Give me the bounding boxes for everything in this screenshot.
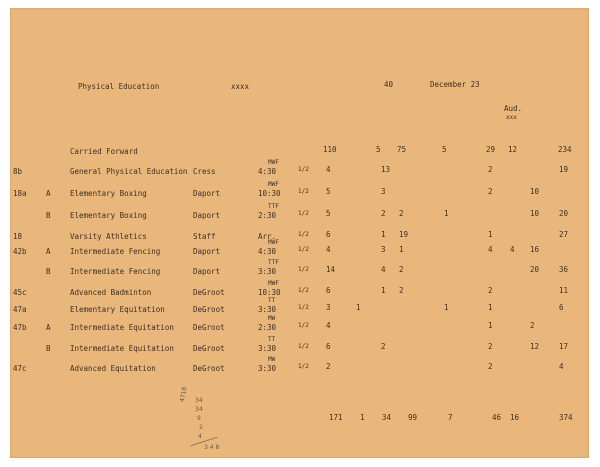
course-title: General Physical Education — [70, 167, 188, 176]
enrollment-value: 4 — [559, 362, 564, 371]
section: A — [46, 189, 51, 198]
cf-value: 5 — [376, 145, 381, 154]
meeting-days: TTF — [268, 259, 279, 266]
enrollment-value: 2 — [381, 342, 386, 351]
meeting-time: 10:30 — [258, 189, 281, 198]
total-value: 46 — [492, 413, 502, 422]
meeting-days: MWF — [268, 239, 279, 246]
enrollment-value: 6 — [559, 303, 564, 312]
credit-fraction: 1/2 — [298, 363, 309, 370]
aud-sub: xxx — [506, 114, 517, 121]
total-value: 171 — [329, 413, 343, 422]
report-date: December 23 — [430, 80, 480, 89]
enrollment-value: 6 — [326, 342, 331, 351]
meeting-time: 4:30 — [258, 247, 277, 256]
enrollment-value: 36 — [559, 265, 569, 274]
credit-fraction: 1/2 — [298, 166, 309, 173]
enrollment-value: 6 — [326, 230, 331, 239]
cf-value: 234 — [558, 145, 572, 154]
total-value: 1 — [360, 413, 365, 422]
meeting-time: 4:30 — [258, 167, 277, 176]
enrollment-value: 1 — [444, 209, 449, 218]
enrollment-value: 10 — [530, 187, 540, 196]
meeting-time: 3:30 — [258, 305, 277, 314]
pencil-note: 4 — [198, 433, 202, 440]
meeting-days: MW — [268, 315, 276, 322]
meeting-days: TTF — [268, 203, 279, 210]
enrollment-value: 1 — [381, 286, 386, 295]
credit-fraction: 1/2 — [298, 343, 309, 350]
instructor: Daport — [193, 189, 221, 198]
enrollment-value: 4 — [326, 245, 331, 254]
enrollment-value: 1 — [488, 321, 493, 330]
enrollment-value: 6 — [326, 286, 331, 295]
enrollment-value: 3 — [381, 187, 386, 196]
course-number: 42b — [13, 247, 27, 256]
enrollment-value: 3 — [326, 303, 331, 312]
course-number: 45c — [13, 288, 27, 297]
enrollment-value: 11 — [559, 286, 569, 295]
enrollment-value: 27 — [559, 230, 569, 239]
meeting-days: MWF — [268, 159, 279, 166]
cf-value: 29 — [486, 145, 496, 154]
section: B — [46, 267, 51, 276]
instructor: DeGroot — [193, 364, 225, 373]
credit-fraction: 1/2 — [298, 246, 309, 253]
credit-fraction: 1/2 — [298, 188, 309, 195]
meeting-time: 2:30 — [258, 211, 277, 220]
instructor: Staff — [193, 232, 216, 241]
enrollment-value: 10 — [530, 209, 540, 218]
enrollment-value: 2 — [326, 362, 331, 371]
course-title: Elementary Equitation — [70, 305, 165, 314]
meeting-days: TT — [268, 297, 276, 304]
credit-fraction: 1/2 — [298, 210, 309, 217]
instructor: Cress — [193, 167, 216, 176]
department-title: Physical Education — [78, 82, 160, 91]
document-page — [10, 8, 589, 458]
total-value: 99 — [408, 413, 418, 422]
total-value: 374 — [559, 413, 573, 422]
meeting-time: 3:30 — [258, 267, 277, 276]
credit-fraction: 1/2 — [298, 322, 309, 329]
enrollment-value: 2 — [488, 362, 493, 371]
meeting-days: MWF — [268, 181, 279, 188]
enrollment-value: 14 — [326, 265, 336, 274]
enrollment-value: 2 — [530, 321, 535, 330]
enrollment-value: 3 — [381, 245, 386, 254]
enrollment-value: 4 — [488, 245, 493, 254]
aud-label: Aud. — [504, 104, 523, 113]
cf-value: 5 — [442, 145, 447, 154]
credit-fraction: 1/2 — [298, 231, 309, 238]
meeting-time: 2:30 — [258, 323, 277, 332]
enrollment-value: 12 — [530, 342, 540, 351]
instructor: Daport — [193, 267, 221, 276]
meeting-time: 3:30 — [258, 364, 277, 373]
enrollment-value: 1 — [381, 230, 386, 239]
section: A — [46, 323, 51, 332]
enrollment-value: 2 — [488, 286, 493, 295]
enrollment-value: 1 — [488, 303, 493, 312]
cf-value: 75 — [397, 145, 407, 154]
credit-fraction: 1/2 — [298, 304, 309, 311]
enrollment-value: 5 — [326, 209, 331, 218]
instructor: DeGroot — [193, 344, 225, 353]
course-title: Intermediate Equitation — [70, 323, 174, 332]
pencil-note: 3 4 8 — [204, 444, 220, 451]
credit-fraction: 1/2 — [298, 287, 309, 294]
course-number: 18a — [13, 189, 27, 198]
enrollment-value: 2 — [488, 165, 493, 174]
enrollment-value: 1 — [488, 230, 493, 239]
cf-value: 12 — [508, 145, 518, 154]
enrollment-value: 2 — [399, 209, 404, 218]
course-title: Intermediate Equitation — [70, 344, 174, 353]
enrollment-value: 2 — [399, 286, 404, 295]
section: B — [46, 344, 51, 353]
enrollment-value: 2 — [488, 187, 493, 196]
enrollment-value: 5 — [326, 187, 331, 196]
course-number: 47b — [13, 323, 27, 332]
struck-marks: xxxx — [231, 82, 250, 91]
course-title: Elementary Boxing — [70, 211, 147, 220]
enrollment-value: 4 — [326, 165, 331, 174]
enrollment-value: 19 — [399, 230, 409, 239]
enrollment-value: 20 — [530, 265, 540, 274]
meeting-days: TT — [268, 336, 276, 343]
enrollment-value: 1 — [399, 245, 404, 254]
page-number: 40 — [384, 80, 394, 89]
cf-value: 110 — [323, 145, 337, 154]
course-title: Varsity Athletics — [70, 232, 147, 241]
course-title: Elementary Boxing — [70, 189, 147, 198]
enrollment-value: 4 — [381, 265, 386, 274]
instructor: Daport — [193, 211, 221, 220]
course-title: Intermediate Fencing — [70, 247, 161, 256]
enrollment-value: 20 — [559, 209, 569, 218]
enrollment-value: 19 — [559, 165, 569, 174]
meeting-days: MWF — [268, 280, 279, 287]
enrollment-value: 13 — [381, 165, 391, 174]
enrollment-value: 17 — [559, 342, 569, 351]
pencil-note: 34 — [195, 397, 203, 404]
enrollment-value: 4 — [326, 321, 331, 330]
course-title: Advanced Equitation — [70, 364, 156, 373]
meeting-time: 10:30 — [258, 288, 281, 297]
section: B — [46, 211, 51, 220]
course-title: Advanced Badminton — [70, 288, 152, 297]
instructor: Daport — [193, 247, 221, 256]
course-title: Intermediate Fencing — [70, 267, 161, 276]
meeting-time: Arr. — [258, 232, 277, 241]
meeting-days: MW — [268, 356, 276, 363]
enrollment-value: 1 — [356, 303, 361, 312]
course-number: 8b — [13, 167, 23, 176]
instructor: DeGroot — [193, 323, 225, 332]
course-number: 47a — [13, 305, 27, 314]
enrollment-value: 2 — [399, 265, 404, 274]
course-number: 47c — [13, 364, 27, 373]
section: A — [46, 247, 51, 256]
instructor: DeGroot — [193, 288, 225, 297]
total-value: 7 — [448, 413, 453, 422]
enrollment-value: 2 — [488, 342, 493, 351]
instructor: DeGroot — [193, 305, 225, 314]
enrollment-value: 2 — [381, 209, 386, 218]
course-number: 18 — [13, 232, 23, 241]
enrollment-value: 16 — [530, 245, 540, 254]
enrollment-value: 1 — [444, 303, 449, 312]
meeting-time: 3:30 — [258, 344, 277, 353]
credit-fraction: 1/2 — [298, 266, 309, 273]
pencil-note: 2 — [199, 424, 203, 431]
total-value: 34 — [382, 413, 392, 422]
pencil-note: 34 — [195, 406, 203, 413]
pencil-note: 4718 — [178, 386, 189, 403]
carried-forward-label: Carried Forward — [70, 147, 138, 156]
total-value: 16 — [510, 413, 520, 422]
pencil-note: 9 — [197, 415, 201, 422]
enrollment-value: 4 — [510, 245, 515, 254]
